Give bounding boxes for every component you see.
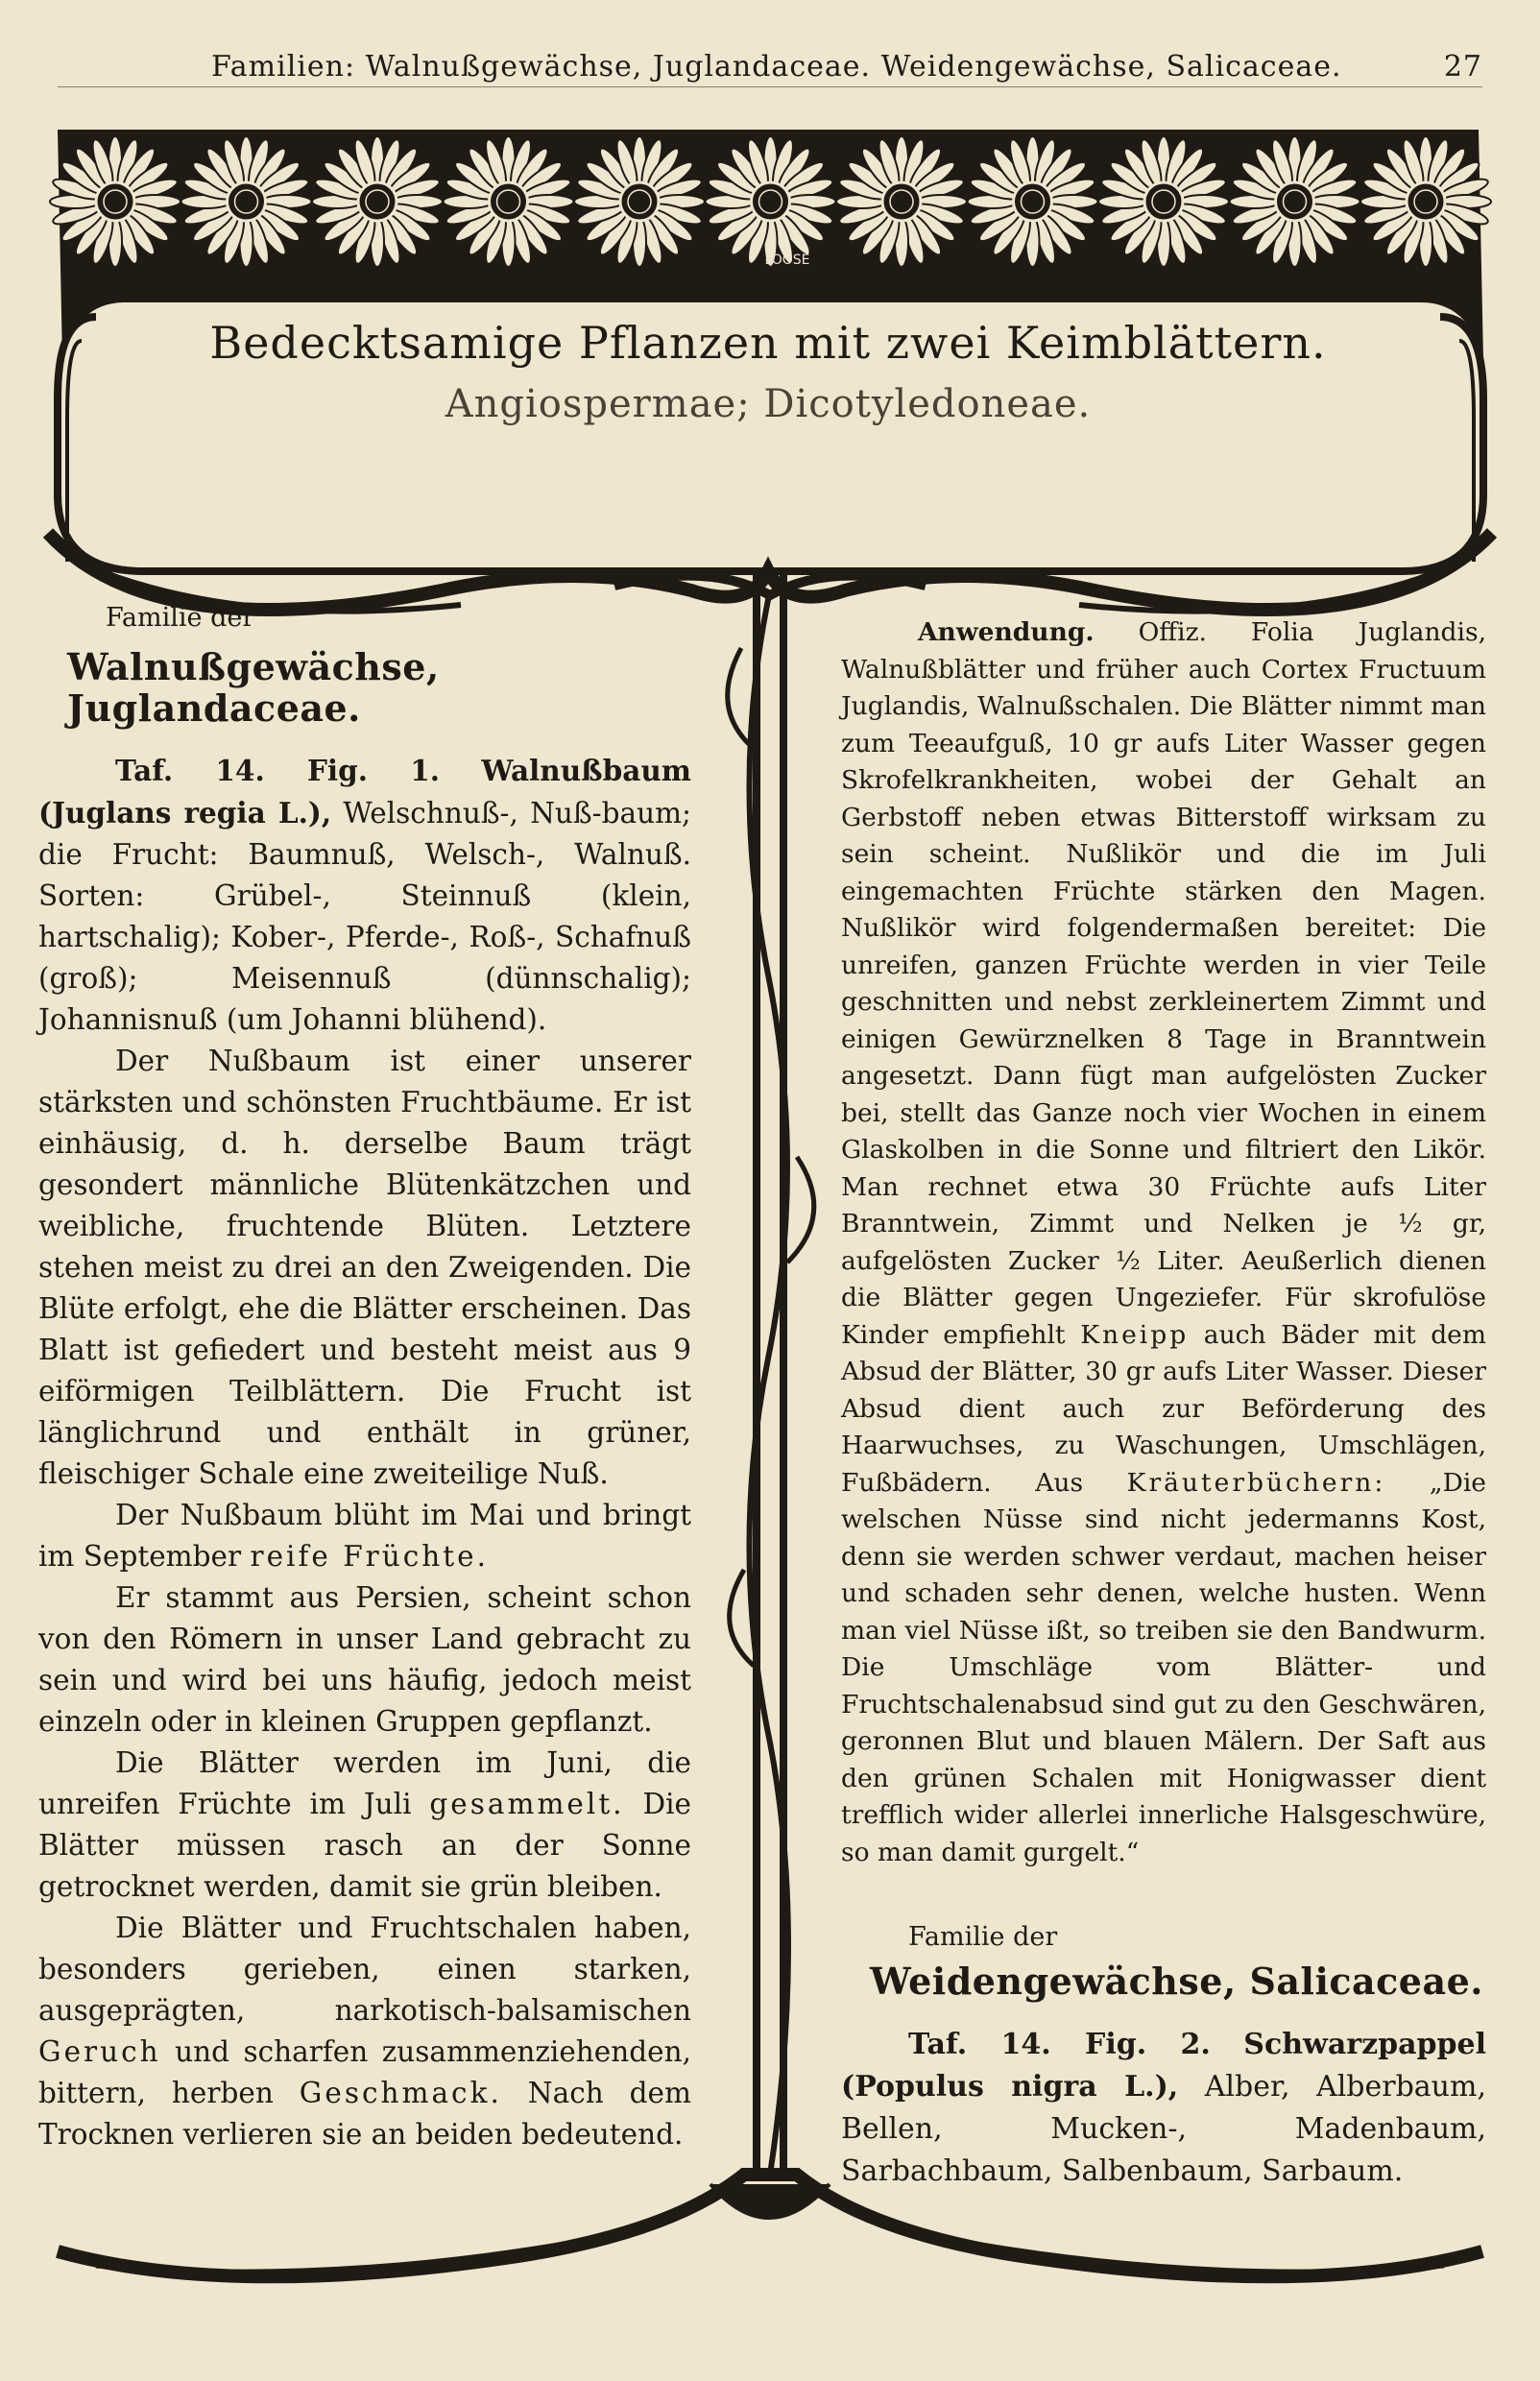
text: Der Nußbaum blüht im Mai und bringt im September — [38, 1499, 691, 1573]
page-number: 27 — [1443, 50, 1482, 84]
entry-name: Walnußbaum (Juglans regia L.), — [38, 754, 691, 830]
entry-synonyms: Welschnuß-, Nuß-baum; die Frucht: Baumnuß, Welsch-, Walnuß. Sorten: Grübel-, Steinnuß (klein, hartschalig); Kober-, Pferde-, Roß-, Schafnuß (groß); Meisennuß (dünnschalig); Johannisnuß (um Johanni blühend). — [38, 797, 691, 1036]
right-column — [841, 614, 1486, 1871]
text: auch Bäder mit dem Absud der Blätter, 30 gr aufs Liter Wasser. Dieser Absud dient auch zur Beförderung des Haarwuchses, zu Waschungen, Umschlägen, Fußbädern. Aus — [841, 1319, 1486, 1498]
title-german: Bedecktsamige Pflanzen mit zwei Keimblättern. — [209, 317, 1327, 369]
entry-ref: Taf. 14. Fig. 2. — [908, 2028, 1211, 2061]
tree-trunk — [757, 571, 783, 2175]
entry — [38, 750, 691, 1041]
entry-name: Schwarzpappel (Populus nigra L.), — [841, 2028, 1486, 2104]
title-latin: Angiospermae; Dicotyledoneae. — [445, 382, 1092, 426]
entry-ref: Taf. 14. Fig. 1. — [115, 754, 441, 787]
paragraph-3: Er stammt aus Persien, scheint schon von den Römern in unser Land gebracht zu sein und wird bei uns häufig, jedoch meist einzeln oder in kleinen Gruppen gepflanzt. — [38, 1581, 691, 1738]
usage-heading: Anwendung. — [918, 617, 1095, 647]
spaced-text: Geruch — [38, 2035, 161, 2068]
spaced-text: Geschmack. — [299, 2077, 502, 2109]
running-head-title: Familien: Walnußgewächse, Juglandaceae. Weidengewächse, Salicaceae. — [211, 50, 1342, 84]
text: Nach dem Trocknen verlieren sie an beiden bedeutend. — [38, 2077, 691, 2151]
entry-synonyms: Alber, Alberbaum, Bellen, Mucken-, Madenbaum, Sarbachbaum, Salbenbaum, Sarbaum. — [841, 2070, 1486, 2188]
spaced-text: gesammelt. — [429, 1788, 625, 1820]
paragraph-2 — [38, 1495, 691, 1577]
text: und scharfen zusammenziehenden, bittern, herben — [38, 2035, 691, 2109]
text: Die Blätter und Fruchtschalen haben, besonders gerieben, einen starken, ausgeprägten, narkotisch-balsamischen — [38, 1912, 691, 2027]
running-head — [58, 48, 1482, 87]
family-name: Walnußgewächse, Juglandaceae. — [67, 645, 440, 730]
ornament-signature: LOOSE — [764, 253, 810, 268]
daisy-row — [50, 136, 1491, 267]
left-column — [38, 597, 691, 2155]
text: Die Blätter werden im Juni, die unreifen Früchte im Juli — [38, 1746, 691, 1820]
entry — [841, 2024, 1486, 2193]
text: Offiz. Folia Juglandis, Walnußblätter und früher auch Cortex Fructuum Juglandis, Walnußschalen. Die Blätter nimmt man zum Teeaufguß, 10 gr aufs Liter Wasser gegen Skrofelkrankheiten, wobei der Gehalt an Gerbstoff neben etwas Bitterstoff wirksam zu sein scheint. Nußlikör und die im Juli eingemachten Früchte stärken den Magen. Nußlikör wird folgendermaßen bereitet: Die unreifen, ganzen Früchte werden in vier Teile geschnitten und nebst zerkleinertem Zimmt und einigen Gewürznelken 8 Tage in Branntwein angesetzt. Dann fügt man aufgelösten Zucker bei, stellt das Ganze noch vier Wochen in einem Glaskolben in die Sonne und filtriert den Likör. Man rechnet etwa 30 Früchte aufs Liter Branntwein, Zimmt und Nelken je ½ gr, aufgelösten Zucker ½ Liter. Aeußerlich dienen die Blätter gegen Ungeziefer. Für skrofulöse Kinder empfiehlt — [841, 617, 1486, 1350]
quote: „Die welschen Nüsse sind nicht jedermanns Kost, denn sie werden schwer verdaut, machen heiser und schaden sehr denen, welche husten. Wenn man viel Nüsse ißt, so treiben sie den Bandwurm. Die Umschläge vom Blätter- und Fruchtschalenabsud sind gut zu den Geschwären, geronnen Blut und blauen Mälern. Der Saft aus den grünen Schalen mit Honigwasser dient trefflich wider allerlei innerliche Halsgeschwüre, so man damit gurgelt.“ — [841, 1467, 1486, 1867]
title-block — [144, 317, 1392, 426]
second-family — [841, 1922, 1486, 2193]
family-name: Weidengewächse, Salicaceae. — [870, 1960, 1483, 2003]
usage-paragraph — [841, 614, 1486, 1871]
paragraph-5 — [38, 1908, 691, 2155]
paragraph-4 — [38, 1743, 691, 1908]
family-label: Familie der — [106, 603, 255, 633]
family-label: Familie der — [908, 1922, 1058, 1952]
spaced-text: Kneipp — [1080, 1319, 1190, 1350]
paragraph-1: Der Nußbaum ist einer unserer stärksten und schönsten Fruchtbäume. Er ist einhäusig, d. h. derselbe Baum trägt gesondert männliche Blütenkätzchen und weibliche, fruchtende Blüten. Letztere stehen meist zu drei an den Zweigenden. Die Blüte erfolgt, ehe die Blätter erscheinen. Das Blatt ist gefiedert und besteht meist aus 9 eiförmigen Teilblättern. Die Frucht ist länglichrund und enthält in grüner, fleischiger Schale eine zweiteilige Nuß. — [38, 1045, 691, 1490]
text: Die Blätter müssen rasch an der Sonne getrocknet werden, damit sie grün bleiben. — [38, 1788, 691, 1903]
spaced-text: reife Früchte. — [250, 1540, 489, 1573]
spaced-text: Kräuterbüchern: — [1126, 1467, 1386, 1498]
